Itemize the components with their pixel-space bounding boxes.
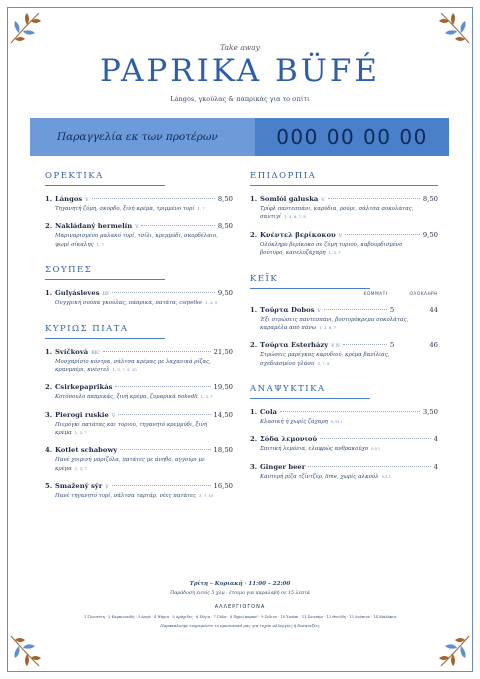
menu-item[interactable] <box>45 446 233 473</box>
item-number: 1. <box>45 195 53 203</box>
item-number: 1. <box>45 289 53 298</box>
section-divider <box>250 185 438 186</box>
item-name: Smažený sýr <box>55 482 103 491</box>
dot-leader <box>120 449 210 450</box>
menu-item-head <box>250 306 438 314</box>
section-title: ΟΡΕΚΤΙΚΑ <box>45 171 104 181</box>
dot-leader <box>343 344 387 345</box>
menu-item-head <box>250 341 438 349</box>
leaf-ornament-icon <box>435 634 471 670</box>
diet-tag: V <box>338 233 342 239</box>
item-description-text: Ουγγρική σούπα γκούλας, πάπρικα, πατάτα, csipetke <box>55 300 203 307</box>
item-number: 1. <box>250 408 258 416</box>
section-soups <box>45 265 233 307</box>
allergen-codes: 1, 7 <box>197 206 205 211</box>
section-desserts <box>250 171 438 258</box>
item-name: Ginger beer <box>260 462 306 471</box>
section-title: ΣΟΥΠΕΣ <box>45 265 93 276</box>
section-title: ΑΝΑΨΥΚΤΙΚΑ <box>250 384 326 394</box>
diet-tag: RIC <box>91 350 100 356</box>
dot-leader <box>112 485 211 486</box>
item-name: Svíčková <box>55 347 89 356</box>
item-price-slice: 5 <box>390 305 395 314</box>
menu-item-head <box>250 231 438 239</box>
item-description <box>55 393 220 401</box>
column-label-whole: ΟΛΟΚΛΗΡΗ <box>409 291 438 297</box>
section-starters <box>45 171 233 249</box>
item-name: Lángos <box>55 195 83 203</box>
item-description <box>260 445 425 453</box>
phone-number[interactable]: 000 00 00 00 <box>276 125 428 149</box>
dot-leader <box>345 234 420 235</box>
menu-item-head <box>45 348 233 356</box>
leaf-ornament-icon <box>9 9 45 45</box>
item-name: Nakládaný hermelín <box>55 222 133 231</box>
dot-leader <box>308 466 430 467</box>
item-price-slice: 5 <box>390 341 395 350</box>
menu-item-head <box>250 463 438 471</box>
item-description-text: Καυτερή ρίζα τζίντζερ, lime, χωρίς αλκοόλ <box>260 473 379 480</box>
item-description-text: Ολόκληρο βερίκοκο σε ζύμη τυριού, καβουρδισμένο βούτυρο, κανελοζάχαρη <box>260 241 403 257</box>
item-name: Pierogi ruskie <box>55 410 109 419</box>
dot-leader <box>92 198 215 199</box>
item-number: 2. <box>45 222 53 231</box>
item-name: Gulyásleves <box>55 289 100 298</box>
item-price: 8,50 <box>422 195 438 203</box>
menu-item-head <box>45 222 233 230</box>
allergen-codes: 1, 3, 6, 7 <box>319 324 337 330</box>
item-number: 3. <box>45 410 53 419</box>
item-number: 2. <box>250 341 258 350</box>
allergen-codes: 1, 3, 7 <box>74 430 87 435</box>
item-description <box>260 473 425 481</box>
item-number: 1. <box>45 347 53 356</box>
cake-price-header <box>250 292 438 297</box>
menu-item[interactable] <box>250 195 438 222</box>
menu-item[interactable] <box>45 289 233 307</box>
section-divider <box>45 338 165 339</box>
dot-leader <box>320 438 431 439</box>
item-description <box>55 358 220 375</box>
section-mains <box>45 324 233 501</box>
section-divider <box>250 288 370 289</box>
column-label-slice: ΚΟΜΜΑΤΙ <box>363 291 388 297</box>
item-number: 1. <box>250 195 258 203</box>
menu-item[interactable] <box>250 408 438 426</box>
section-drinks <box>250 384 438 481</box>
dot-leader <box>328 198 420 199</box>
item-price: 3,50 <box>422 408 438 416</box>
section-title: ΚΕΪΚ <box>250 273 279 284</box>
allergen-codes: 1, 3, 7, 9, 10 <box>112 366 137 372</box>
menu-item-head <box>45 411 233 419</box>
item-description <box>260 316 425 333</box>
menu-header <box>0 43 480 103</box>
menu-item-head <box>45 289 233 297</box>
menu-item[interactable] <box>45 411 233 438</box>
right-column <box>250 171 438 481</box>
menu-item-head <box>45 446 233 454</box>
item-price: 16,50 <box>213 482 233 491</box>
left-column <box>45 171 233 501</box>
item-number: 4. <box>45 446 53 455</box>
dot-leader <box>115 386 210 387</box>
diet-tag: V <box>317 308 321 314</box>
allergens-note: Παρακαλούμε ενημερώστε το προσωπικό μας για τυχόν αλλεργίες ή δυσανεξίες <box>160 623 320 628</box>
menu-footer <box>0 581 480 628</box>
section-divider <box>250 398 370 399</box>
dot-leader <box>141 225 214 226</box>
item-name: Σόδα λεμονιού <box>260 435 318 444</box>
item-number: 2. <box>250 435 258 444</box>
menu-item-head <box>45 383 233 391</box>
item-description-text: Τηγανητή ζύμη, σκόρδο, ξινή κρέμα, τριμμένο τυρί <box>55 206 195 212</box>
menu-item[interactable] <box>250 463 438 481</box>
item-price: 4 <box>433 435 438 444</box>
menu-item[interactable] <box>250 231 438 258</box>
item-price: 14,50 <box>213 410 233 419</box>
section-title: ΚΥΡΙΩΣ ΠΙΑΤΑ <box>45 323 129 334</box>
item-description-text: Μαριναρισμένο μαλακό τυρί, τσίλι, κρεμμύδι, σκορδέλαιο, ψωμί σίκαλης <box>55 233 218 248</box>
item-name: Τούρτα Esterházy <box>260 341 329 350</box>
item-description <box>260 351 425 368</box>
menu-item-head <box>45 482 233 490</box>
item-description-text: Τρίφλ παντεσπάνι, καρύδια, ρούμι, σάλτσα σοκολάτας, σαντιγί <box>260 206 414 221</box>
item-description-text: Κλασική ή χωρίς ζάχαρη <box>260 419 328 425</box>
item-price: 18,50 <box>213 446 233 455</box>
section-title: ΕΠΙΔΟΡΠΙΑ <box>250 171 317 181</box>
allergen-codes: 1, 3, 7 <box>200 394 213 400</box>
diet-tag: DF <box>102 292 110 298</box>
item-price: 9,50 <box>217 289 233 298</box>
item-description <box>260 241 425 258</box>
item-description <box>55 421 220 438</box>
item-number: 3. <box>250 462 258 471</box>
allergen-codes: 1, 7 <box>96 241 104 247</box>
dot-leader <box>280 411 420 412</box>
item-description <box>55 299 220 307</box>
item-number: 1. <box>250 305 258 314</box>
dot-leader <box>324 309 387 310</box>
dot-leader <box>112 292 215 293</box>
menu-item-head <box>250 408 438 416</box>
menu-item[interactable] <box>45 482 233 500</box>
diet-tag: V <box>135 225 139 231</box>
item-description-text: Κοτόπουλο παπρικάς, ξινή κρέμα, ζυμαρικά nokedli <box>55 394 198 401</box>
menu-item[interactable] <box>250 306 438 333</box>
diet-tag: V <box>321 198 325 203</box>
item-description <box>55 205 220 213</box>
menu-item[interactable] <box>45 348 233 375</box>
opening-hours: Τρίτη – Κυριακή · 11:00 – 22:00 <box>189 581 291 587</box>
menu-item-head <box>45 195 233 203</box>
item-description-text: Στρώσεις μαρέγκας καρυδιού, κρέμα βανίλιας, σχεδιασμένο γλάσο <box>260 352 390 367</box>
allergens-title: ΑΛΛΕΡΓΙΟΓΟΝΑ <box>214 604 266 610</box>
allergen-codes: 0,5 l <box>371 446 380 452</box>
restaurant-subtitle: Lángos, γκούλας & παπρικάς για το σπίτι <box>170 95 310 103</box>
item-price-whole: 44 <box>429 305 438 314</box>
section-divider <box>45 185 165 186</box>
diet-tag: V <box>111 413 116 419</box>
item-price: 8,50 <box>217 222 233 231</box>
menu-item[interactable] <box>45 195 233 213</box>
item-number: 5. <box>45 482 53 491</box>
diet-tag: V N <box>331 344 340 350</box>
item-description-text: Πανέ τηγανητό τυρί, σάλτσα ταρτάρ, νέες πατάτες <box>55 493 196 500</box>
allergen-codes: 0,33 l <box>330 419 342 424</box>
menu-item[interactable] <box>250 341 438 368</box>
diet-tag: V <box>85 198 89 203</box>
allergen-codes: 0,5 l <box>381 473 390 479</box>
item-number: 2. <box>250 230 258 239</box>
item-price: 9,50 <box>422 230 438 239</box>
dot-leader <box>103 351 211 352</box>
item-description <box>260 418 425 426</box>
item-name: Somlói galuska <box>260 195 319 203</box>
allergen-codes: 1, 3, 7 <box>74 465 87 471</box>
leaf-ornament-icon <box>435 9 471 45</box>
takeaway-label: Take away <box>220 43 260 52</box>
section-cakes <box>250 274 438 369</box>
item-description-text: Μοσχαρίσιο κόντρα, σάλτσα κρέμας με λαχανικά ρίζας, κρανμπέρι, κνέντελ <box>55 358 211 373</box>
allergens-list: 1 Γλουτένη · 2 Καρκινοειδή · 3 Αυγά · 4 Ψάρια · 5 Αράχιδες · 6 Σόγια · 7 Γάλα · 8 Ξηροί καρποί · 9 Σέλινο · 10 Σινάπι · 11 Σουσάμι · 12 Θειώδη · 13 Λούπινο · 14 Μαλάκια <box>84 615 396 619</box>
preorder-banner <box>30 118 449 156</box>
allergen-codes: 3, 7, 10 <box>198 493 214 499</box>
item-description-text: Πανέ χοιρινή μπριζόλα, πατάτες με άνηθο, αγγούρι με κρέμα <box>55 457 205 472</box>
item-price: 4 <box>433 462 438 471</box>
preorder-label: Παραγγελία εκ των προτέρων <box>30 118 255 156</box>
menu-item[interactable] <box>250 435 438 453</box>
allergen-codes: 1, 3, 9 <box>205 300 218 306</box>
allergen-codes: 1, 3, 6, 7, 8 <box>284 214 306 220</box>
item-description <box>55 232 220 249</box>
item-price: 21,50 <box>213 347 233 356</box>
allergen-codes: 3, 7, 8 <box>317 360 330 366</box>
dot-leader <box>118 414 210 415</box>
item-name: Csirkepaprikás <box>55 383 113 392</box>
order-note: Παράδοση εντός 5 χλμ · έτοιμο για παραλαβή σε 15 λεπτά <box>170 591 310 596</box>
menu-item-head <box>250 435 438 443</box>
item-name: Kotlet schabowy <box>55 446 118 455</box>
menu-item[interactable] <box>45 383 233 401</box>
menu-item-head <box>250 195 438 203</box>
item-description-text: Πιερόγκι πατάτας και τυριού, τηγανητό κρεμμύδι, ξινή κρέμα <box>55 421 208 436</box>
item-price: 8,50 <box>217 195 233 203</box>
restaurant-title: PAPRIKA BÜFÉ <box>99 53 381 89</box>
diet-tag: V <box>105 485 109 491</box>
item-name: Τούρτα Dobos <box>260 305 315 314</box>
item-description <box>55 492 220 500</box>
item-name: Cola <box>260 408 277 416</box>
item-description-text: Έξι στρώσεις παντεσπάνι, βουτυρόκρεμα σοκολάτας, καραμέλα από πάνω <box>260 316 409 331</box>
menu-item[interactable] <box>45 222 233 249</box>
item-name: Κνέντελ βερίκοκου <box>260 230 336 239</box>
item-price: 19,50 <box>213 383 233 392</box>
item-description-text: Σπιτική λεμόνια, ελαφρώς ανθρακούχο <box>260 446 369 453</box>
item-number: 2. <box>45 383 53 392</box>
item-price-whole: 46 <box>429 341 438 350</box>
item-description <box>55 456 220 473</box>
section-divider <box>45 279 165 280</box>
leaf-ornament-icon <box>9 634 45 670</box>
item-description <box>260 205 425 222</box>
allergen-codes: 1, 3, 7 <box>328 250 341 256</box>
